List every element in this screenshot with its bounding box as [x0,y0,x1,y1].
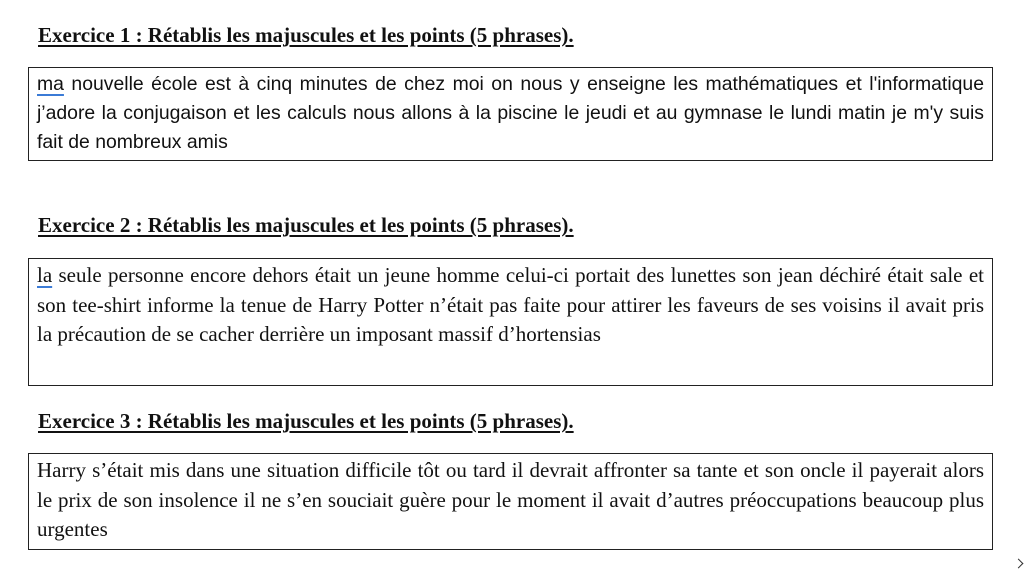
exercise-1-text-box[interactable] [28,67,993,161]
exercise-2-text-box[interactable] [28,258,993,386]
chevron-right-icon [1014,559,1024,569]
exercise-3-text: Harry s’était mis dans une situation difficile tôt ou tard il devrait affronter sa tante et son oncle il payerait alors le prix de son insolence il ne s’en souciait guère pour le moment il avait d’autres préoccupations beaucoup plus urgentes [37,458,984,541]
exercise-1-text [37,70,984,157]
exercise-1-flagged-word[interactable]: ma [37,73,64,95]
exercise-3-title: Exercice 3 : Rétablis les majuscules et les points (5 phrases). [38,409,574,433]
exercise-2-text [37,261,984,350]
exercise-2-title: Exercice 2 : Rétablis les majuscules et les points (5 phrases). [38,213,574,237]
exercise-1-body: nouvelle école est à cinq minutes de chez moi on nous y enseigne les mathématiques et l'informatique j’adore la conjugaison et les calculs nous allons à la piscine le jeudi et au gymnase le lundi matin je m'y suis fait de nombreux amis [37,73,984,153]
exercise-1-title: Exercice 1 : Rétablis les majuscules et les points (5 phrases). [38,23,574,47]
exercise-2-body: seule personne encore dehors était un jeune homme celui-ci portait des lunettes son jean déchiré était sale et son tee-shirt informe la tenue de Harry Potter n’était pas faite pour attirer les faveurs de ses voisins il avait pris la précaution de se cacher derrière un imposant massif d’hortensias [37,263,984,346]
exercise-2-flagged-word[interactable]: la [37,263,53,287]
exercise-3-text-box[interactable] [28,453,993,550]
